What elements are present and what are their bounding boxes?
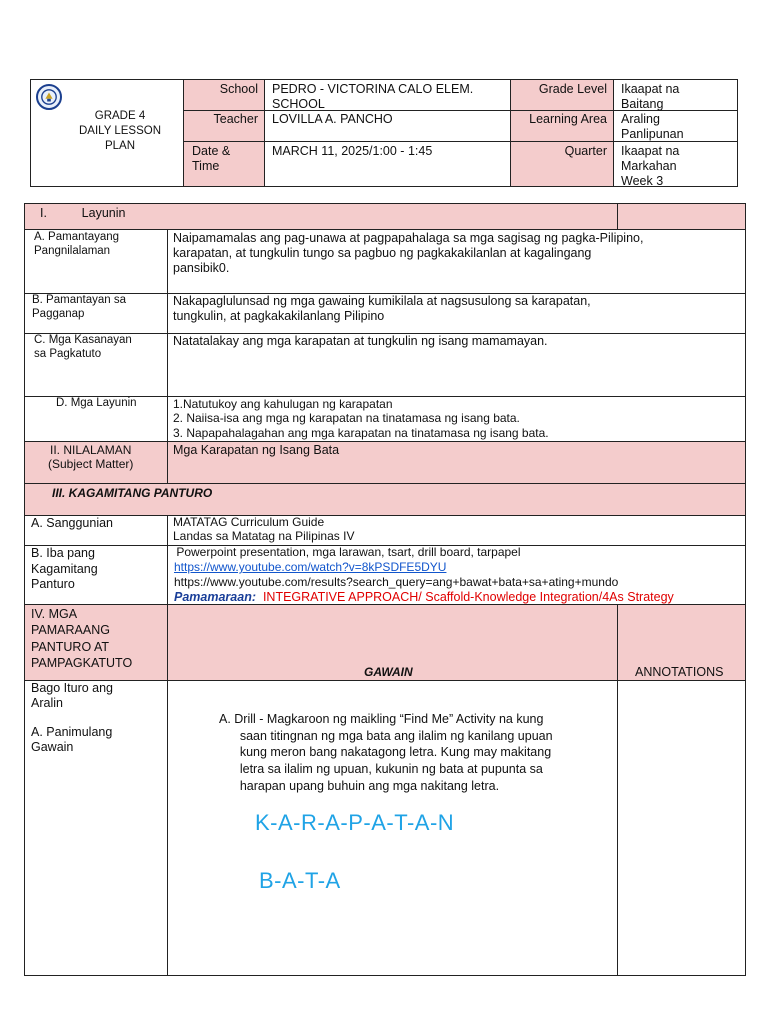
nilalaman-vrule	[167, 441, 168, 484]
date-value: MARCH 11, 2025/1:00 - 1:45	[272, 144, 433, 158]
grade-block: GRADE 4 DAILY LESSON PLAN	[78, 110, 162, 152]
annotations-header: ANNOTATIONS	[635, 665, 724, 679]
kasanayan-text: Natatalakay ang mga karapatan at tungkulin ng isang mamamayan.	[173, 334, 548, 348]
kagamitang-heading: III. KAGAMITANG PANTURO	[52, 486, 213, 500]
pamamaraan-line	[174, 590, 674, 604]
bago-ituro-label: Bago Ituro ang Aralin	[31, 681, 114, 710]
teacher-label: Teacher	[213, 112, 258, 126]
date-label: Date & Time	[192, 144, 231, 173]
pamamaraan-label: Pamamaraan:	[174, 590, 256, 604]
learning-area-value: Araling Panlipunan	[621, 112, 684, 141]
layunin-heading: I. Layunin	[40, 206, 126, 220]
pamantayang-pangnilalaman-text: Naipamamalas ang pag-unawa at pagpapahalaga sa mga sagisag ng pagka-Pilipino, karapatan, at tungkulin tungo sa pagbuo ng pagkakakilanlan at kagalingang pansibik0.	[173, 231, 644, 275]
pamamaraan-value: INTEGRATIVE APPROACH/ Scaffold-Knowledge Integration/4As Strategy	[256, 590, 674, 604]
nilalaman-label: II. NILALAMAN (Subject Matter)	[48, 443, 134, 472]
youtube-link-1[interactable]: https://www.youtube.com/watch?v=8kPSDFE5DYU	[174, 560, 447, 574]
iba-pang-label: B. Iba pang Kagamitang Panturo	[31, 546, 98, 592]
iv-vrule	[167, 604, 168, 681]
grade-level-label: Grade Level	[538, 82, 607, 96]
drill-instructions: A. Drill - Magkaroon ng maikling “Find Me” Activity na kung saan titingnan ng mga bata ang ilalim ng kanilang upuan kung meron bang nakatagong letra. Kung may makitang letra sa ilalim ng upuan, kukunin ng bata at pupunta sa harapan upang buhuin ang mga nakitang letra.	[219, 712, 553, 793]
label-column-rule	[167, 230, 168, 976]
pamantayang-pangnilalaman-label: A. Pamantayang Pangnilalaman	[34, 231, 120, 257]
teacher-value: LOVILLA A. PANCHO	[272, 112, 393, 126]
school-label: School	[219, 82, 258, 96]
iba-line-1: Powerpoint presentation, mga larawan, tsart, drill board, tarpapel	[173, 545, 521, 559]
sanggunian-text: MATATAG Curriculum Guide Landas sa Matatag na Pilipinas IV	[173, 515, 355, 544]
word-bata: B-A-T-A	[259, 868, 341, 893]
learning-area-label: Learning Area	[529, 112, 607, 126]
grade-level-value: Ikaapat na Baitang	[621, 82, 680, 111]
pamantayan-sa-pagganap-label: B. Pamantayan sa Pagganap	[32, 294, 126, 320]
quarter-value: Ikaapat na Markahan Week 3	[621, 144, 680, 188]
kasanayan-label: C. Mga Kasanayan sa Pagkatuto	[34, 334, 132, 360]
panimulang-gawain-label: A. Panimulang Gawain	[31, 725, 113, 754]
pamantayan-sa-pagganap-text: Nakapaglulunsad ng mga gawaing kumikilala at nagsusulong sa karapatan, tungkulin, at pagkakakilanlang Pilipino	[173, 294, 591, 323]
gawain-header: GAWAIN	[364, 665, 413, 679]
layunin-row-annotation	[617, 203, 746, 230]
school-value: PEDRO - VICTORINA CALO ELEM. SCHOOL	[272, 82, 474, 111]
quarter-label: Quarter	[564, 144, 607, 158]
sanggunian-label: A. Sanggunian	[31, 516, 114, 530]
mga-layunin-label: D. Mga Layunin	[56, 397, 137, 409]
mga-layunin-text: 1.Natutukoy ang kahulugan ng karapatan 2. Naiisa-isa ang mga ng karapatan na tinatamasa ng isang bata. 3. Napapahalagahan ang mga karapatan na tinatamasa ng isang bata.	[173, 397, 549, 440]
annotations-vrule	[617, 604, 618, 976]
deped-seal-icon	[36, 84, 62, 110]
word-karapatan: K-A-R-A-P-A-T-A-N	[255, 810, 455, 835]
iv-label: IV. MGA PAMARAANG PANTURO AT PAMPAGKATUTO	[31, 607, 133, 670]
nilalaman-value: Mga Karapatan ng Isang Bata	[173, 443, 340, 457]
youtube-link-2[interactable]: https://www.youtube.com/results?search_query=ang+bawat+bata+sa+ating+mundo	[174, 575, 619, 589]
sanggunian-vrule	[167, 516, 168, 546]
